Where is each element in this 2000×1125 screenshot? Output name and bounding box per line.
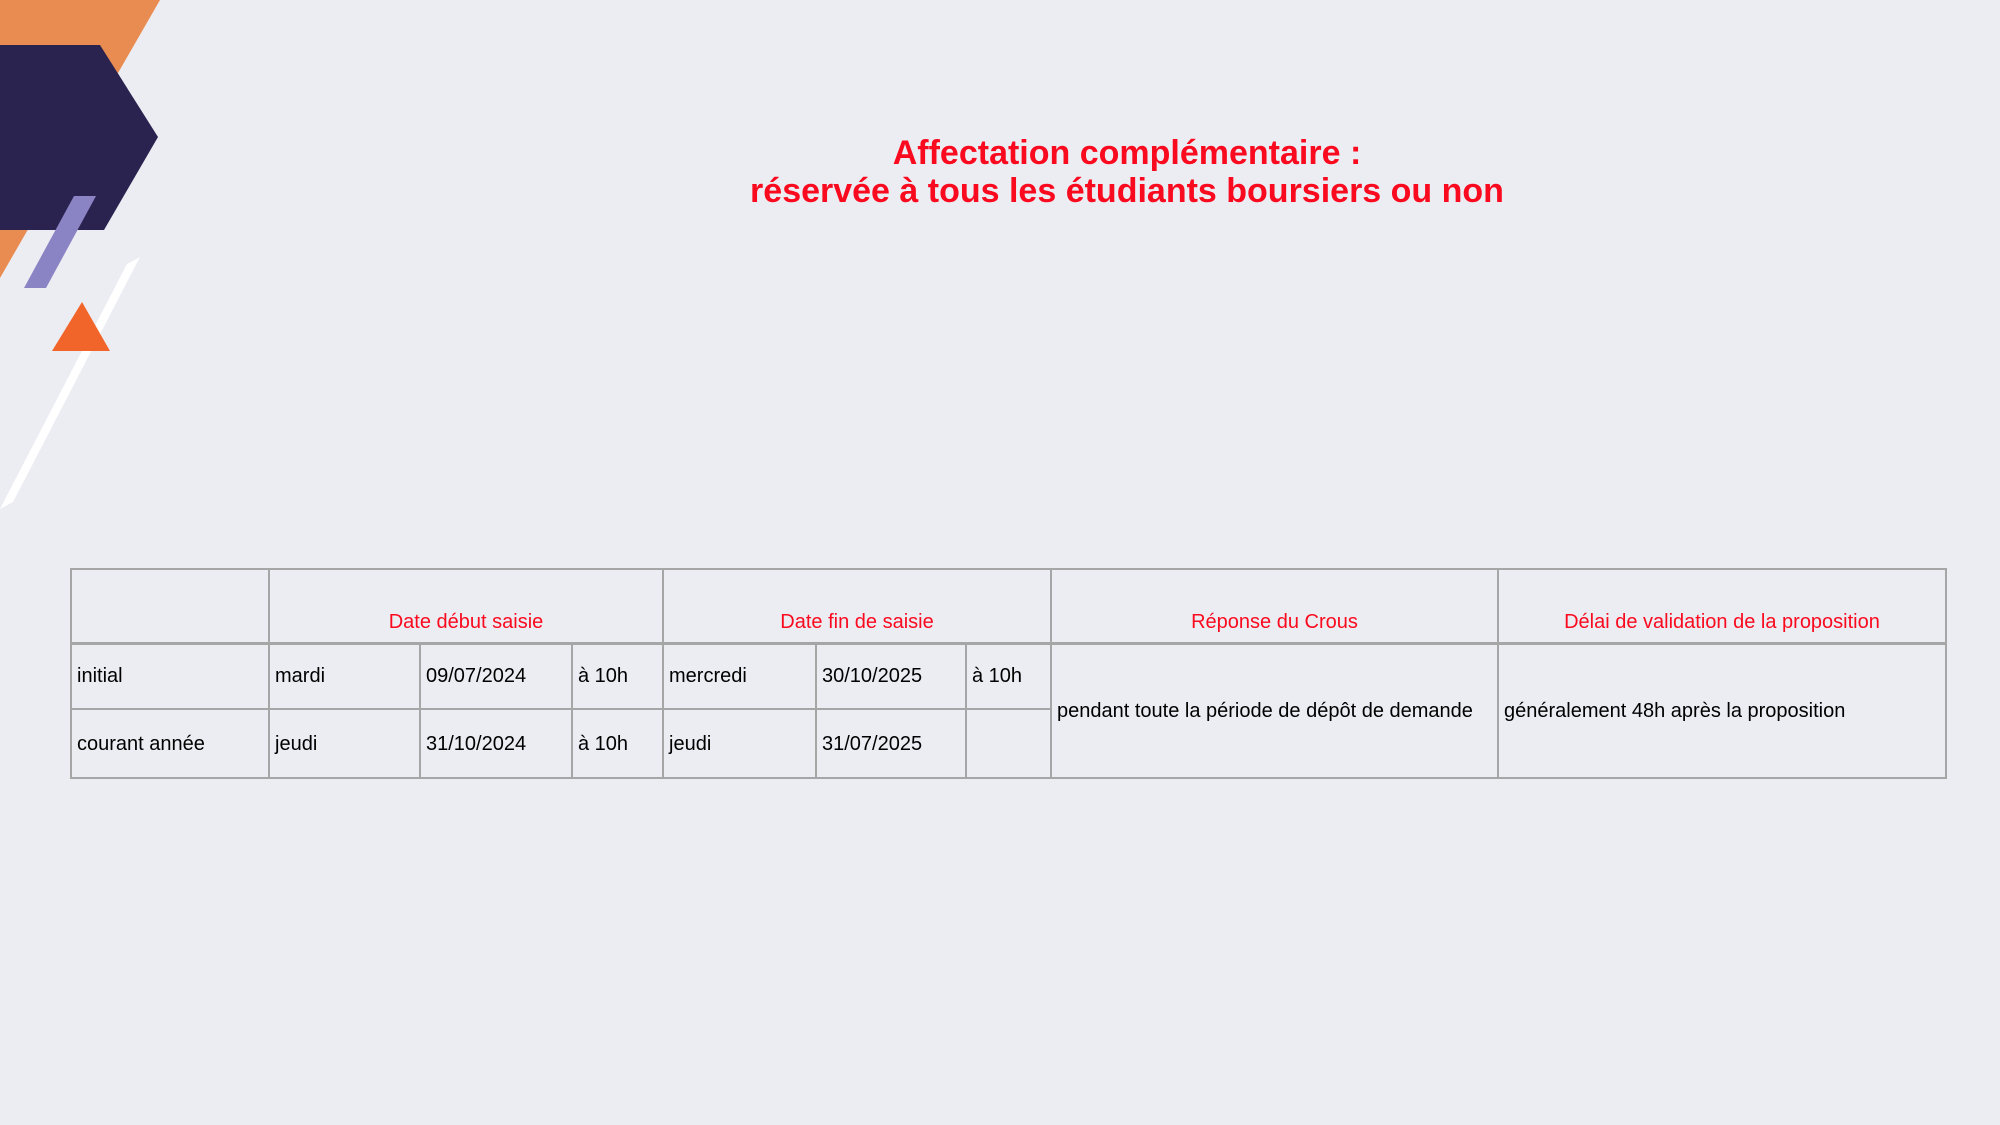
end-day-cell: jeudi bbox=[663, 709, 816, 778]
white-stripe-shape bbox=[0, 257, 140, 509]
start-time-cell: à 10h bbox=[572, 709, 663, 778]
table-header-row bbox=[71, 569, 1946, 643]
delai-validation-cell: généralement 48h après la proposition bbox=[1498, 643, 1946, 778]
end-day-cell: mercredi bbox=[663, 643, 816, 709]
slide-decoration bbox=[0, 0, 300, 560]
end-date-cell: 30/10/2025 bbox=[816, 643, 966, 709]
title-line-1: Affectation complémentaire : bbox=[892, 134, 1362, 172]
header-delai-validation: Délai de validation de la proposition bbox=[1498, 569, 1946, 643]
start-day-cell: mardi bbox=[269, 643, 420, 709]
header-reponse-crous: Réponse du Crous bbox=[1051, 569, 1498, 643]
title-line-2: réservée à tous les étudiants boursiers ou non bbox=[750, 172, 1504, 210]
header-date-debut: Date début saisie bbox=[269, 569, 663, 643]
schedule-table bbox=[70, 568, 1947, 779]
page-title bbox=[254, 134, 2000, 210]
table-row-initial bbox=[71, 643, 1946, 709]
start-day-cell: jeudi bbox=[269, 709, 420, 778]
start-time-cell: à 10h bbox=[572, 643, 663, 709]
start-date-cell: 09/07/2024 bbox=[420, 643, 572, 709]
start-date-cell: 31/10/2024 bbox=[420, 709, 572, 778]
row-label: courant année bbox=[71, 709, 269, 778]
reponse-crous-cell: pendant toute la période de dépôt de demande bbox=[1051, 643, 1498, 778]
row-label: initial bbox=[71, 643, 269, 709]
end-time-cell: à 10h bbox=[966, 643, 1051, 709]
end-time-cell bbox=[966, 709, 1051, 778]
header-blank-cell bbox=[71, 569, 269, 643]
end-date-cell: 31/07/2025 bbox=[816, 709, 966, 778]
header-date-fin: Date fin de saisie bbox=[663, 569, 1051, 643]
